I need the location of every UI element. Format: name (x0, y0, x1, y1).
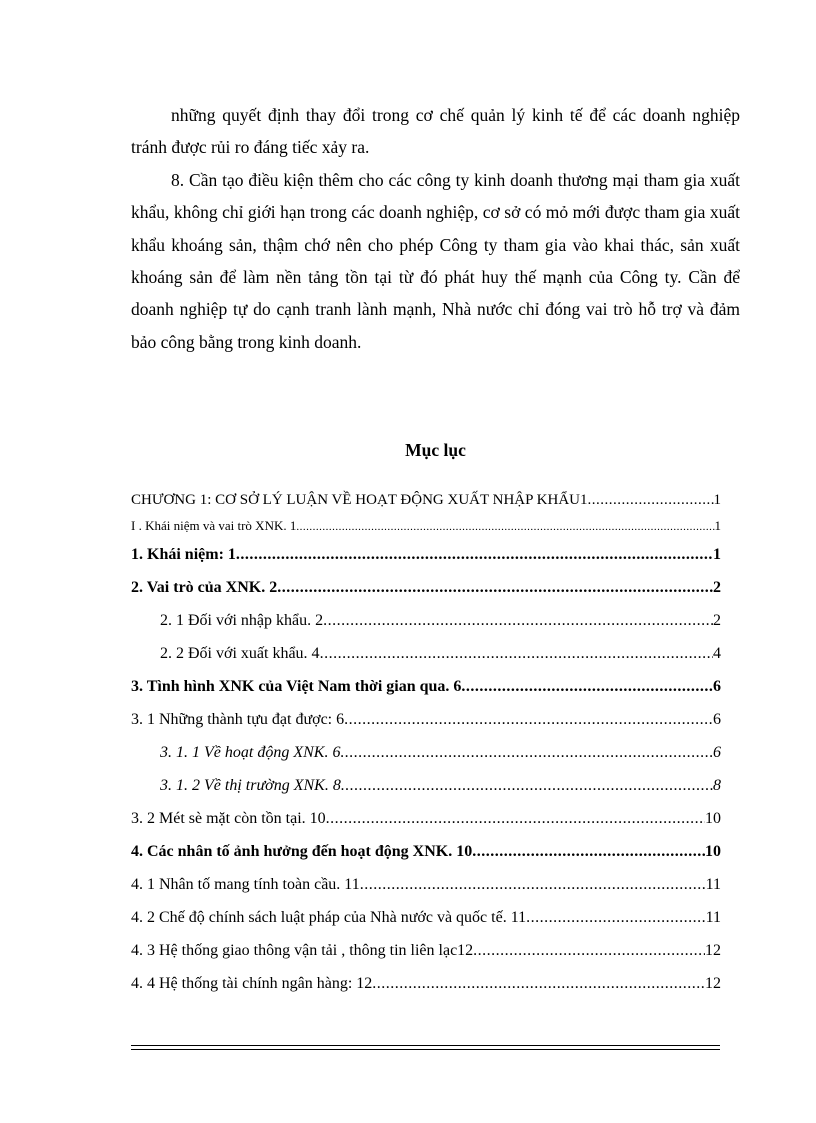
paragraph-1: những quyết định thay đổi trong cơ chế quản lý kinh tế để các doanh nghiệp tránh được rủi ro đáng tiếc xảy ra. (131, 105, 740, 158)
toc-entry[interactable] (131, 736, 721, 769)
toc-entry-text: 4. 3 Hệ thống giao thông vận tải , thông tin liên lạc12 (131, 942, 474, 959)
toc-entry[interactable] (131, 637, 721, 670)
toc-entry[interactable] (131, 967, 721, 1000)
toc-entry[interactable] (131, 538, 721, 571)
toc-entry-page: 12 (705, 975, 721, 992)
toc-entry[interactable] (131, 769, 721, 802)
toc-entry-text: 3. 1 Những thành tựu đạt được: 6 (131, 711, 345, 728)
toc-entry[interactable] (131, 703, 721, 736)
toc-entry[interactable] (131, 513, 721, 538)
toc-entry-page: 1 (713, 546, 721, 563)
toc-entry-text: 1. Khái niệm: 1 (131, 546, 236, 563)
toc-entry-page: 10 (705, 843, 721, 860)
footer-divider (131, 1045, 720, 1050)
toc-entry-text: 2. 2 Đối với xuất khẩu. 4 (160, 645, 320, 662)
toc-entry-text: 4. Các nhân tố ảnh hưởng đến hoạt động XNK. 10 (131, 843, 473, 860)
toc-entry-text: CHƯƠNG 1: CƠ SỞ LÝ LUẬN VỀ HOẠT ĐỘNG XUẤT NHẬP KHẨU1 (131, 492, 588, 508)
body-text (131, 99, 740, 358)
toc-entry-text: 3. 1. 2 Về thị trường XNK. 8 (160, 777, 341, 794)
table-of-contents (131, 488, 721, 1000)
toc-entry-page: 4 (713, 645, 721, 662)
toc-entry-page: 1 (713, 492, 721, 508)
toc-entry[interactable] (131, 934, 721, 967)
toc-entry-text: 4. 2 Chế độ chính sách luật pháp của Nhà nước và quốc tế. 11 (131, 909, 527, 926)
toc-entry-text: I . Khái niệm và vai trò XNK. 1 (131, 518, 297, 533)
toc-entry-page: 6 (713, 744, 721, 761)
toc-entry-text: 4. 1 Nhân tố mang tính toàn cầu. 11 (131, 876, 360, 893)
toc-title: Mục lục (405, 440, 466, 460)
toc-entry-page: 12 (705, 942, 721, 959)
toc-entry-page: 11 (705, 876, 721, 893)
toc-entry[interactable] (131, 835, 721, 868)
toc-entry[interactable] (131, 670, 721, 703)
toc-entry-text: 4. 4 Hệ thống tài chính ngân hàng: 12 (131, 975, 373, 992)
toc-entry-page: 8 (713, 777, 721, 794)
toc-entry-page: 2 (713, 612, 721, 629)
toc-entry[interactable] (131, 571, 721, 604)
toc-entry-page: 11 (705, 909, 721, 926)
toc-entry-text: 2. Vai trò của XNK. 2 (131, 579, 278, 596)
toc-entry[interactable] (131, 488, 721, 513)
toc-entry-page: 10 (705, 810, 721, 827)
toc-entry-page: 6 (713, 711, 721, 728)
toc-entry-text: 3. 1. 1 Về hoạt động XNK. 6 (160, 744, 341, 761)
paragraph-2: 8. Cần tạo điều kiện thêm cho các công ty kinh doanh thương mại tham gia xuất khẩu, không chỉ giới hạn trong các doanh nghiệp, cơ sở có mỏ mới được tham gia xuất khẩu khoáng sản, thậm chớ nên cho phép Công ty tham gia vào khai thác, sản xuất khoáng sản để làm nền tảng tồn tại từ đó phát huy thế mạnh của Công ty. Cần để doanh nghiệp tự do cạnh tranh lành mạnh, Nhà nước chỉ đóng vai trò hỗ trợ và đảm bảo công bằng trong kinh doanh. (131, 169, 740, 352)
toc-entry[interactable] (131, 868, 721, 901)
toc-entry-text: 3. 2 Mét sè mặt còn tồn tại. 10 (131, 810, 326, 827)
toc-entry[interactable] (131, 604, 721, 637)
toc-entry[interactable] (131, 802, 721, 835)
toc-entry-page: 6 (713, 678, 721, 695)
toc-entry-text: 3. Tình hình XNK của Việt Nam thời gian qua. 6 (131, 678, 462, 695)
toc-entry-page: 1 (714, 518, 721, 533)
toc-entry-text: 2. 1 Đối với nhập khẩu. 2 (160, 612, 324, 629)
toc-entry[interactable] (131, 901, 721, 934)
toc-entry-page: 2 (713, 579, 721, 596)
